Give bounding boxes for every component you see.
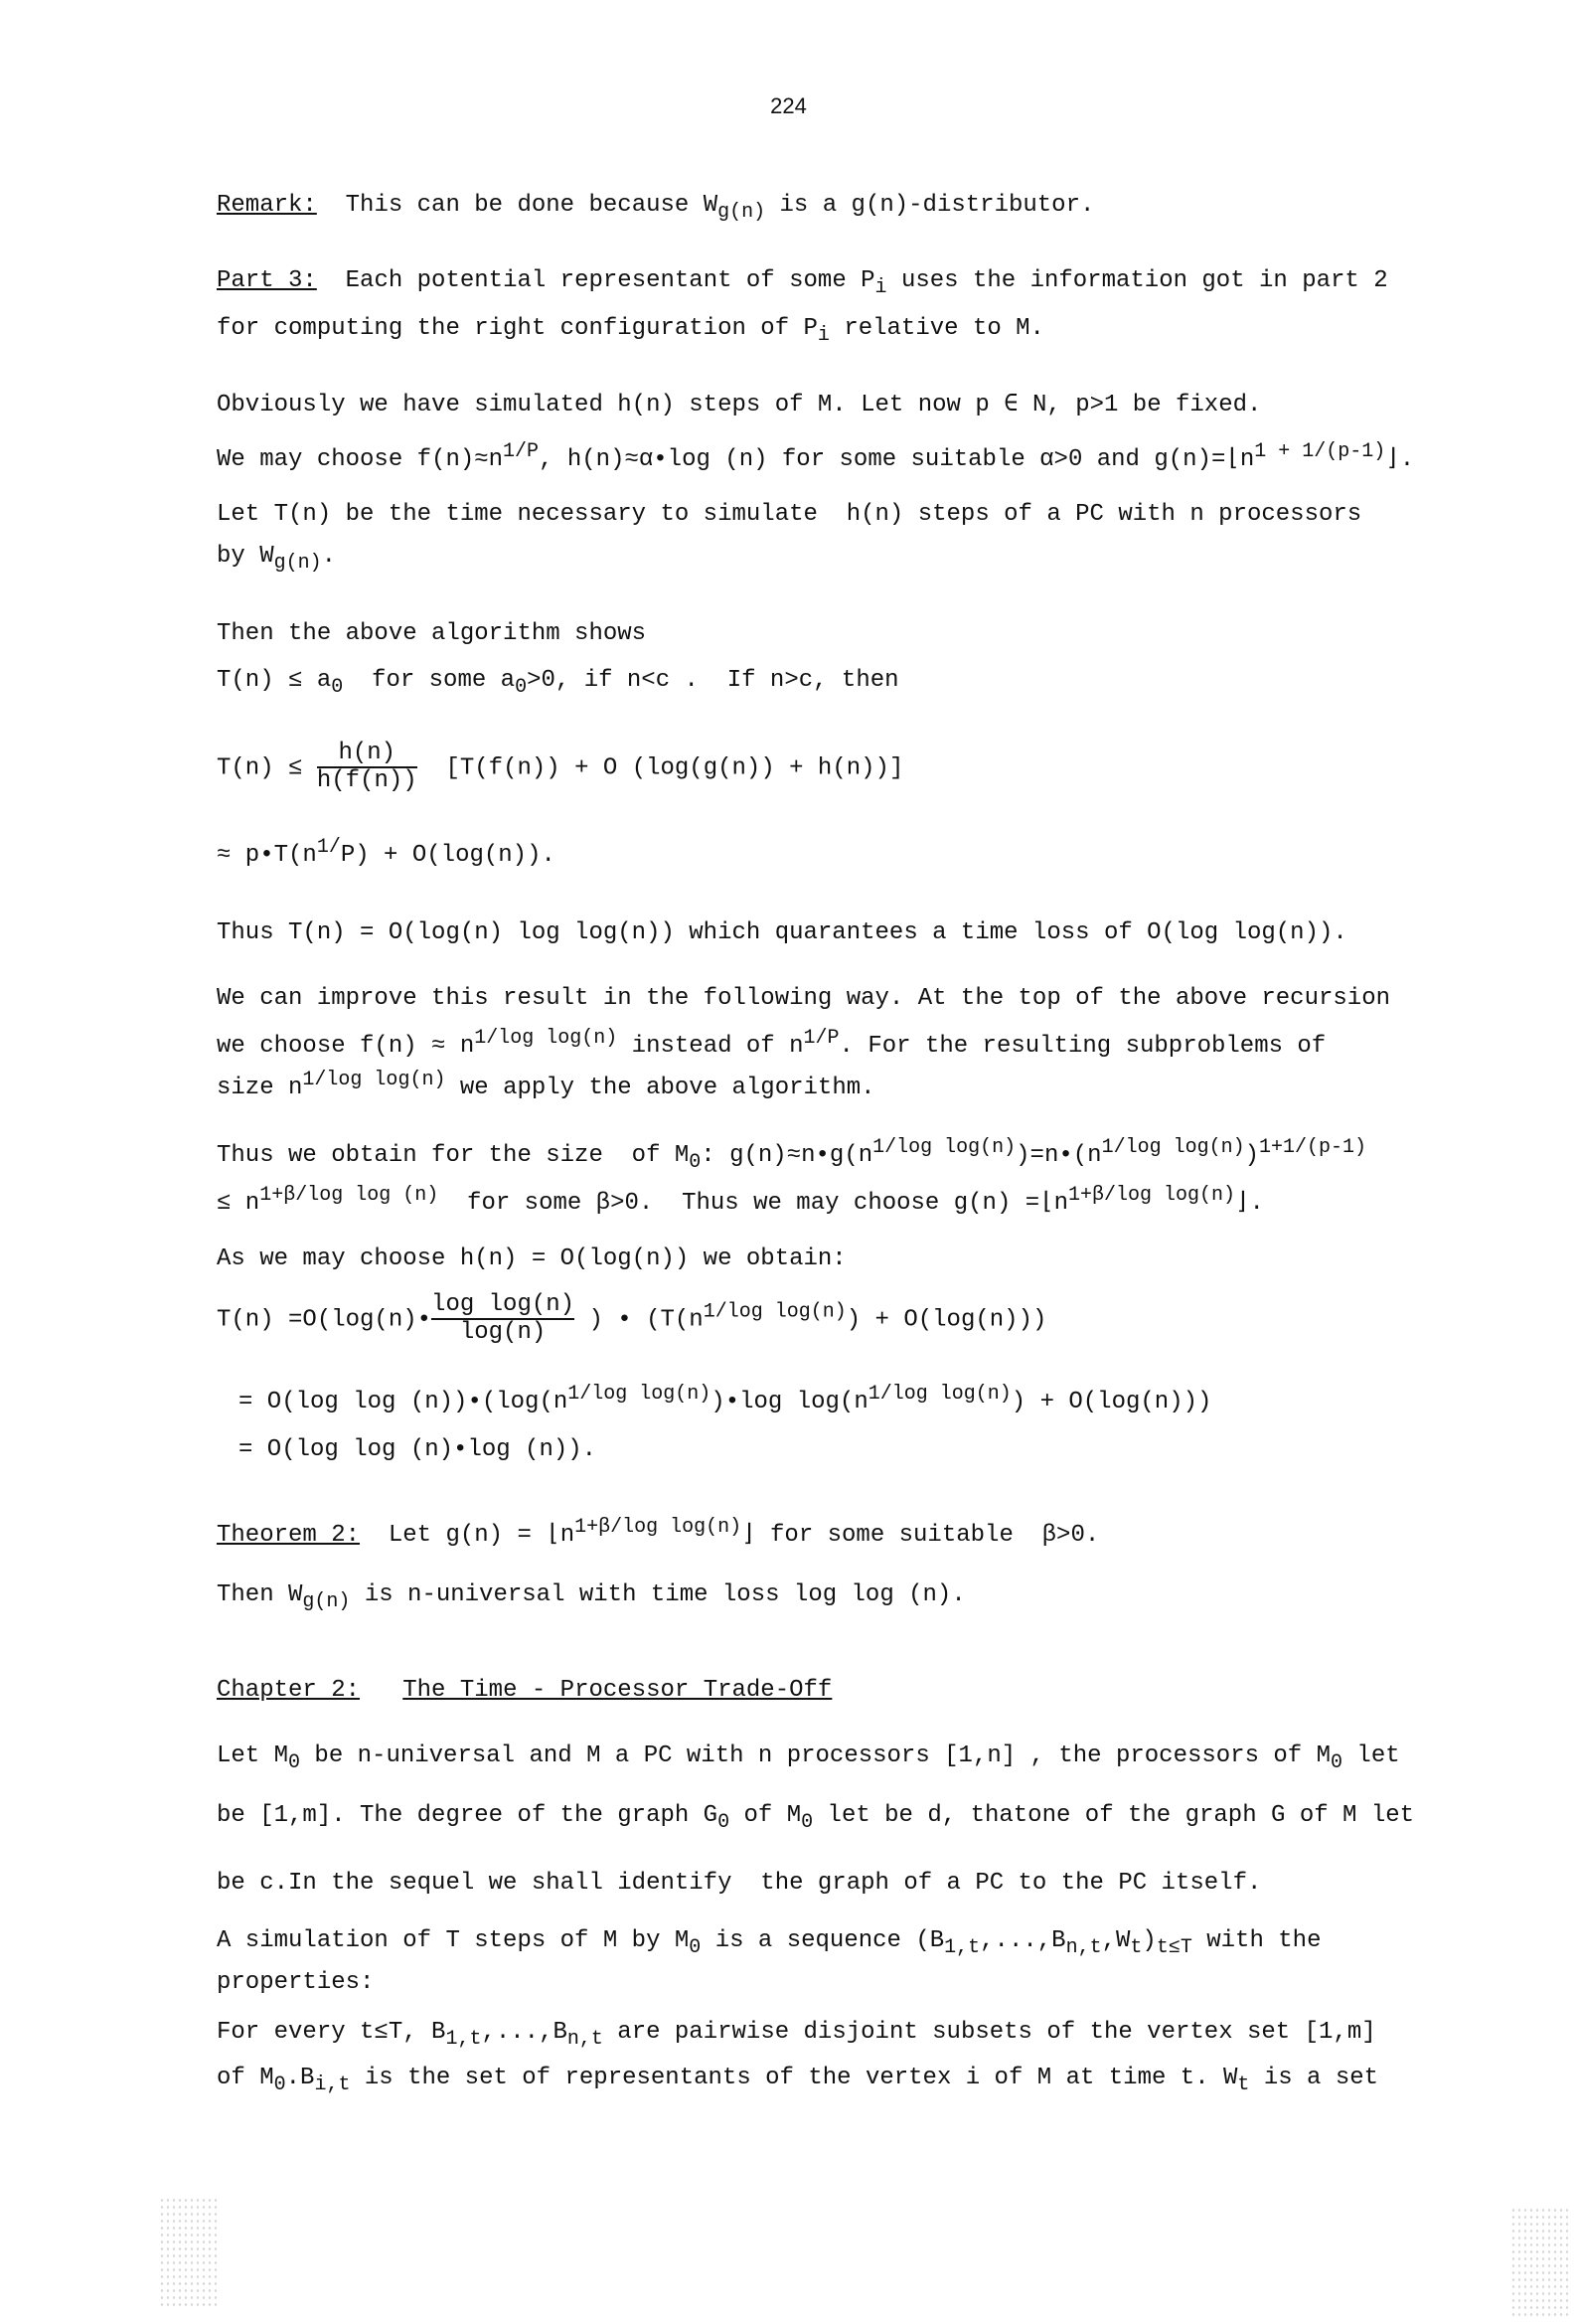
para3-line: Thus T(n) = O(log(n) log log(n)) which quarantees a time loss of O(log log(n)). — [217, 919, 1347, 946]
para7-line1 — [217, 1742, 1400, 1778]
para7-line2-sub: 0 — [717, 1810, 730, 1834]
para8-line4-a: of M — [217, 2065, 274, 2091]
para8-line3-b: ,...,B — [481, 2019, 567, 2046]
para8-line4-d: is a set — [1249, 2065, 1379, 2091]
para6-eq1-fraction — [431, 1292, 574, 1346]
para8-line1-d: ,W — [1101, 1927, 1131, 1954]
para6-eq1-num: log log(n) — [431, 1291, 575, 1318]
para1-line4 — [217, 542, 336, 579]
para7-line3: be c.In the sequel we shall identify the graph of a PC to the PC itself. — [217, 1870, 1262, 1897]
para8-line1-sub2: 1,t — [944, 1935, 981, 1959]
para8-line1-sub5: t≤T — [1156, 1935, 1192, 1959]
para8-line1-c: ,...,B — [980, 1927, 1066, 1954]
para5-line1-sup3: 1+1/(p-1) — [1259, 1136, 1367, 1159]
para2-approx-a: ≈ p•T(n — [217, 842, 317, 869]
para2-approx-sup: 1/ — [316, 836, 341, 859]
para4-line3-b: we apply the above algorithm. — [445, 1075, 875, 1101]
theorem2-line2-sub: g(n) — [302, 1589, 351, 1613]
para7-line1-sub: 0 — [288, 1750, 301, 1774]
para5-line2-c: ⌋. — [1235, 1190, 1264, 1217]
part3-text2: uses the information got in part 2 — [886, 267, 1388, 294]
para8-line4-sub: 0 — [273, 2073, 286, 2096]
para6-eq1-den: log(n) — [459, 1319, 547, 1346]
para6-eq2-c: ) + O(log(n))) — [1011, 1389, 1212, 1415]
para1-line4-end: . — [321, 543, 337, 570]
para8-line4-b: .B — [285, 2065, 315, 2091]
chapter-heading — [217, 1676, 832, 1706]
para2-line2-c: >0, if n<c . If n>c, then — [527, 667, 899, 694]
para1-line4-sub: g(n) — [273, 551, 322, 575]
para8-line4-sub3: t — [1237, 2073, 1250, 2096]
para8-line3-c: are pairwise disjoint subsets of the vertex set [1,m] — [602, 2019, 1376, 2046]
para1-line2-end: ⌋. — [1385, 446, 1415, 473]
para8-line1-sub: 0 — [689, 1935, 702, 1959]
para1-line3: Let T(n) be the time necessary to simulate h(n) steps of a PC with n processors — [217, 501, 1362, 528]
para6-eq2-b: )•log log(n — [710, 1389, 868, 1415]
part3-sub: i — [874, 275, 887, 299]
para5-line1-d: ) — [1244, 1142, 1260, 1169]
para5-line2 — [217, 1181, 1264, 1219]
para4-line2-sup2: 1/P — [803, 1027, 840, 1050]
para4-line2-c: . For the resulting subproblems of — [839, 1033, 1327, 1060]
para7-line1-b: be n-universal and M a PC with n processors [1,n] , the processors of M — [300, 1743, 1331, 1769]
para8-line4-c: is the set of representants of the vertex i of M at time t. W — [350, 2065, 1238, 2091]
para5-line1 — [217, 1133, 1366, 1178]
para8-line3 — [217, 2018, 1376, 2055]
para8-line1-sub4: t — [1130, 1935, 1143, 1959]
para4-line3 — [217, 1066, 875, 1103]
para1-line2-b: , h(n)≈α•log (n) for some suitable α>0 and g(n)=⌊n — [539, 446, 1255, 473]
chapter-label: Chapter 2: — [217, 1677, 361, 1704]
para8-line3-sub: 1,t — [445, 2027, 482, 2051]
theorem2-line2 — [217, 1580, 966, 1617]
para8-line1-a: A simulation of T steps of M by M — [217, 1927, 690, 1954]
theorem2-line2-b: is n-universal with time loss log log (n). — [350, 1581, 966, 1608]
para1-line2-a: We may choose f(n)≈n — [217, 446, 504, 473]
part3-line2-text: for computing the right configuration of P — [217, 315, 818, 342]
part3-line1 — [217, 266, 1388, 303]
para2-ineq-lhs: T(n) ≤ — [217, 754, 303, 782]
part3-text: Each potential representant of some P — [345, 267, 875, 294]
para8-line1-f: with the — [1191, 1927, 1322, 1954]
para6-eq2-sup: 1/log log(n) — [567, 1383, 711, 1406]
para5-line1-c: )=n•(n — [1016, 1142, 1102, 1169]
para2-ineq-rhs: [T(f(n)) + O (log(g(n)) + h(n))] — [445, 754, 904, 782]
chapter-title: The Time - Processor Trade-Off — [402, 1677, 833, 1704]
para2-line2-a: T(n) ≤ a — [217, 667, 332, 694]
para6-eq1-sup: 1/log log(n) — [703, 1300, 847, 1324]
theorem2-text-a: Let g(n) = ⌊n — [388, 1522, 575, 1549]
para2-frac-den: h(f(n)) — [316, 767, 417, 794]
para8-line2: properties: — [217, 1969, 375, 1996]
para1-line2-exp: 1 + 1/(p-1) — [1254, 440, 1386, 463]
para7-line2-sub2: 0 — [801, 1810, 814, 1834]
para1-line4-text: by W — [217, 543, 274, 570]
para7-line2 — [217, 1801, 1414, 1838]
para2-line2 — [217, 666, 899, 703]
para2-fraction — [317, 741, 417, 794]
remark-sub: g(n) — [717, 200, 766, 224]
para4-line2-a: we choose f(n) ≈ n — [217, 1033, 475, 1060]
para2-ineq — [217, 741, 903, 794]
para7-line1-c: let — [1342, 1743, 1400, 1769]
para7-line1-sub2: 0 — [1331, 1750, 1343, 1774]
para1-line2 — [217, 437, 1414, 475]
para6-eq2 — [238, 1380, 1211, 1417]
para7-line2-c: let be d, thatone of the graph G of M let — [813, 1802, 1415, 1829]
para2-approx — [217, 833, 555, 871]
para6-eq1-a: T(n) =O(log(n)• — [217, 1306, 432, 1334]
para5-line1-b: : g(n)≈n•g(n — [701, 1142, 873, 1169]
theorem2-line2-a: Then W — [217, 1581, 303, 1608]
para4-line3-a: size n — [217, 1075, 303, 1101]
para6-eq3: = O(log log (n)•log (n)). — [238, 1436, 597, 1463]
para2-line2-sub2: 0 — [515, 675, 528, 699]
scan-noise-right — [1510, 2207, 1570, 2316]
para1-line2-sup: 1/P — [503, 440, 540, 463]
para8-line3-a: For every t≤T, B — [217, 2019, 446, 2046]
para5-line1-a: Thus we obtain for the size of M — [217, 1142, 690, 1169]
para6-eq2-a: = O(log log (n))•(log(n — [238, 1389, 568, 1415]
para6-eq1 — [217, 1292, 1046, 1346]
para4-line2 — [217, 1024, 1326, 1062]
para2-line1: Then the above algorithm shows — [217, 620, 647, 647]
para8-line4 — [217, 2064, 1378, 2100]
theorem2-line1 — [217, 1513, 1099, 1551]
remark-text2: is a g(n)-distributor. — [765, 192, 1095, 219]
theorem2-label: Theorem 2: — [217, 1522, 361, 1549]
para5-line2-a: ≤ n — [217, 1190, 260, 1217]
para5-line2-b: for some β>0. Thus we may choose g(n) =⌊n — [438, 1190, 1068, 1217]
para8-line1 — [217, 1926, 1321, 1963]
part3-line2-end: relative to M. — [829, 315, 1044, 342]
page-number: 224 — [770, 93, 807, 118]
para6-eq1-b: ) • (T(n — [588, 1306, 704, 1334]
theorem2-sup: 1+β/log log(n) — [574, 1516, 742, 1539]
para6-eq1-c: ) + O(log(n))) — [846, 1306, 1047, 1334]
para6-eq2-sup2: 1/log log(n) — [867, 1383, 1012, 1406]
para2-line2-sub: 0 — [331, 675, 344, 699]
para4-line1: We can improve this result in the following way. At the top of the above recursion — [217, 985, 1390, 1012]
remark-text: This can be done because W — [345, 192, 718, 219]
para8-line1-sub3: n,t — [1065, 1935, 1102, 1959]
para2-frac-num: h(n) — [317, 741, 417, 768]
para5-line2-sup2: 1+β/log log(n) — [1068, 1184, 1236, 1207]
remark-line — [217, 191, 1094, 228]
para2-approx-b: P) + O(log(n)). — [340, 842, 555, 869]
para8-line3-sub2: n,t — [566, 2027, 603, 2051]
part3-line2 — [217, 314, 1044, 351]
para2-line2-b: for some a — [343, 667, 516, 694]
para7-line2-a: be [1,m]. The degree of the graph G — [217, 1802, 718, 1829]
para5-line1-sub: 0 — [689, 1150, 702, 1174]
para8-line1-e: ) — [1142, 1927, 1157, 1954]
para1-line1: Obviously we have simulated h(n) steps of M. Let now p ∈ N, p>1 be fixed. — [217, 392, 1262, 418]
para5-line2-sup: 1+β/log log (n) — [259, 1184, 439, 1207]
para4-line2-sup: 1/log log(n) — [474, 1027, 618, 1050]
part3-line2-sub: i — [817, 323, 830, 347]
para4-line2-b: instead of n — [617, 1033, 804, 1060]
para7-line1-a: Let M — [217, 1743, 289, 1769]
para6-line1: As we may choose h(n) = O(log(n)) we obtain: — [217, 1245, 847, 1272]
theorem2-text-b: ⌋ for some suitable β>0. — [741, 1522, 1100, 1549]
para5-line1-sup2: 1/log log(n) — [1101, 1136, 1245, 1159]
scan-noise-left — [159, 2197, 219, 2306]
para8-line4-sub2: i,t — [314, 2073, 351, 2096]
para8-line1-b: is a sequence (B — [701, 1927, 945, 1954]
para5-line1-sup: 1/log log(n) — [872, 1136, 1017, 1159]
remark-label: Remark: — [217, 192, 317, 219]
para4-line3-sup: 1/log log(n) — [302, 1069, 446, 1091]
part3-label: Part 3: — [217, 267, 317, 294]
para7-line2-b: of M — [729, 1802, 802, 1829]
